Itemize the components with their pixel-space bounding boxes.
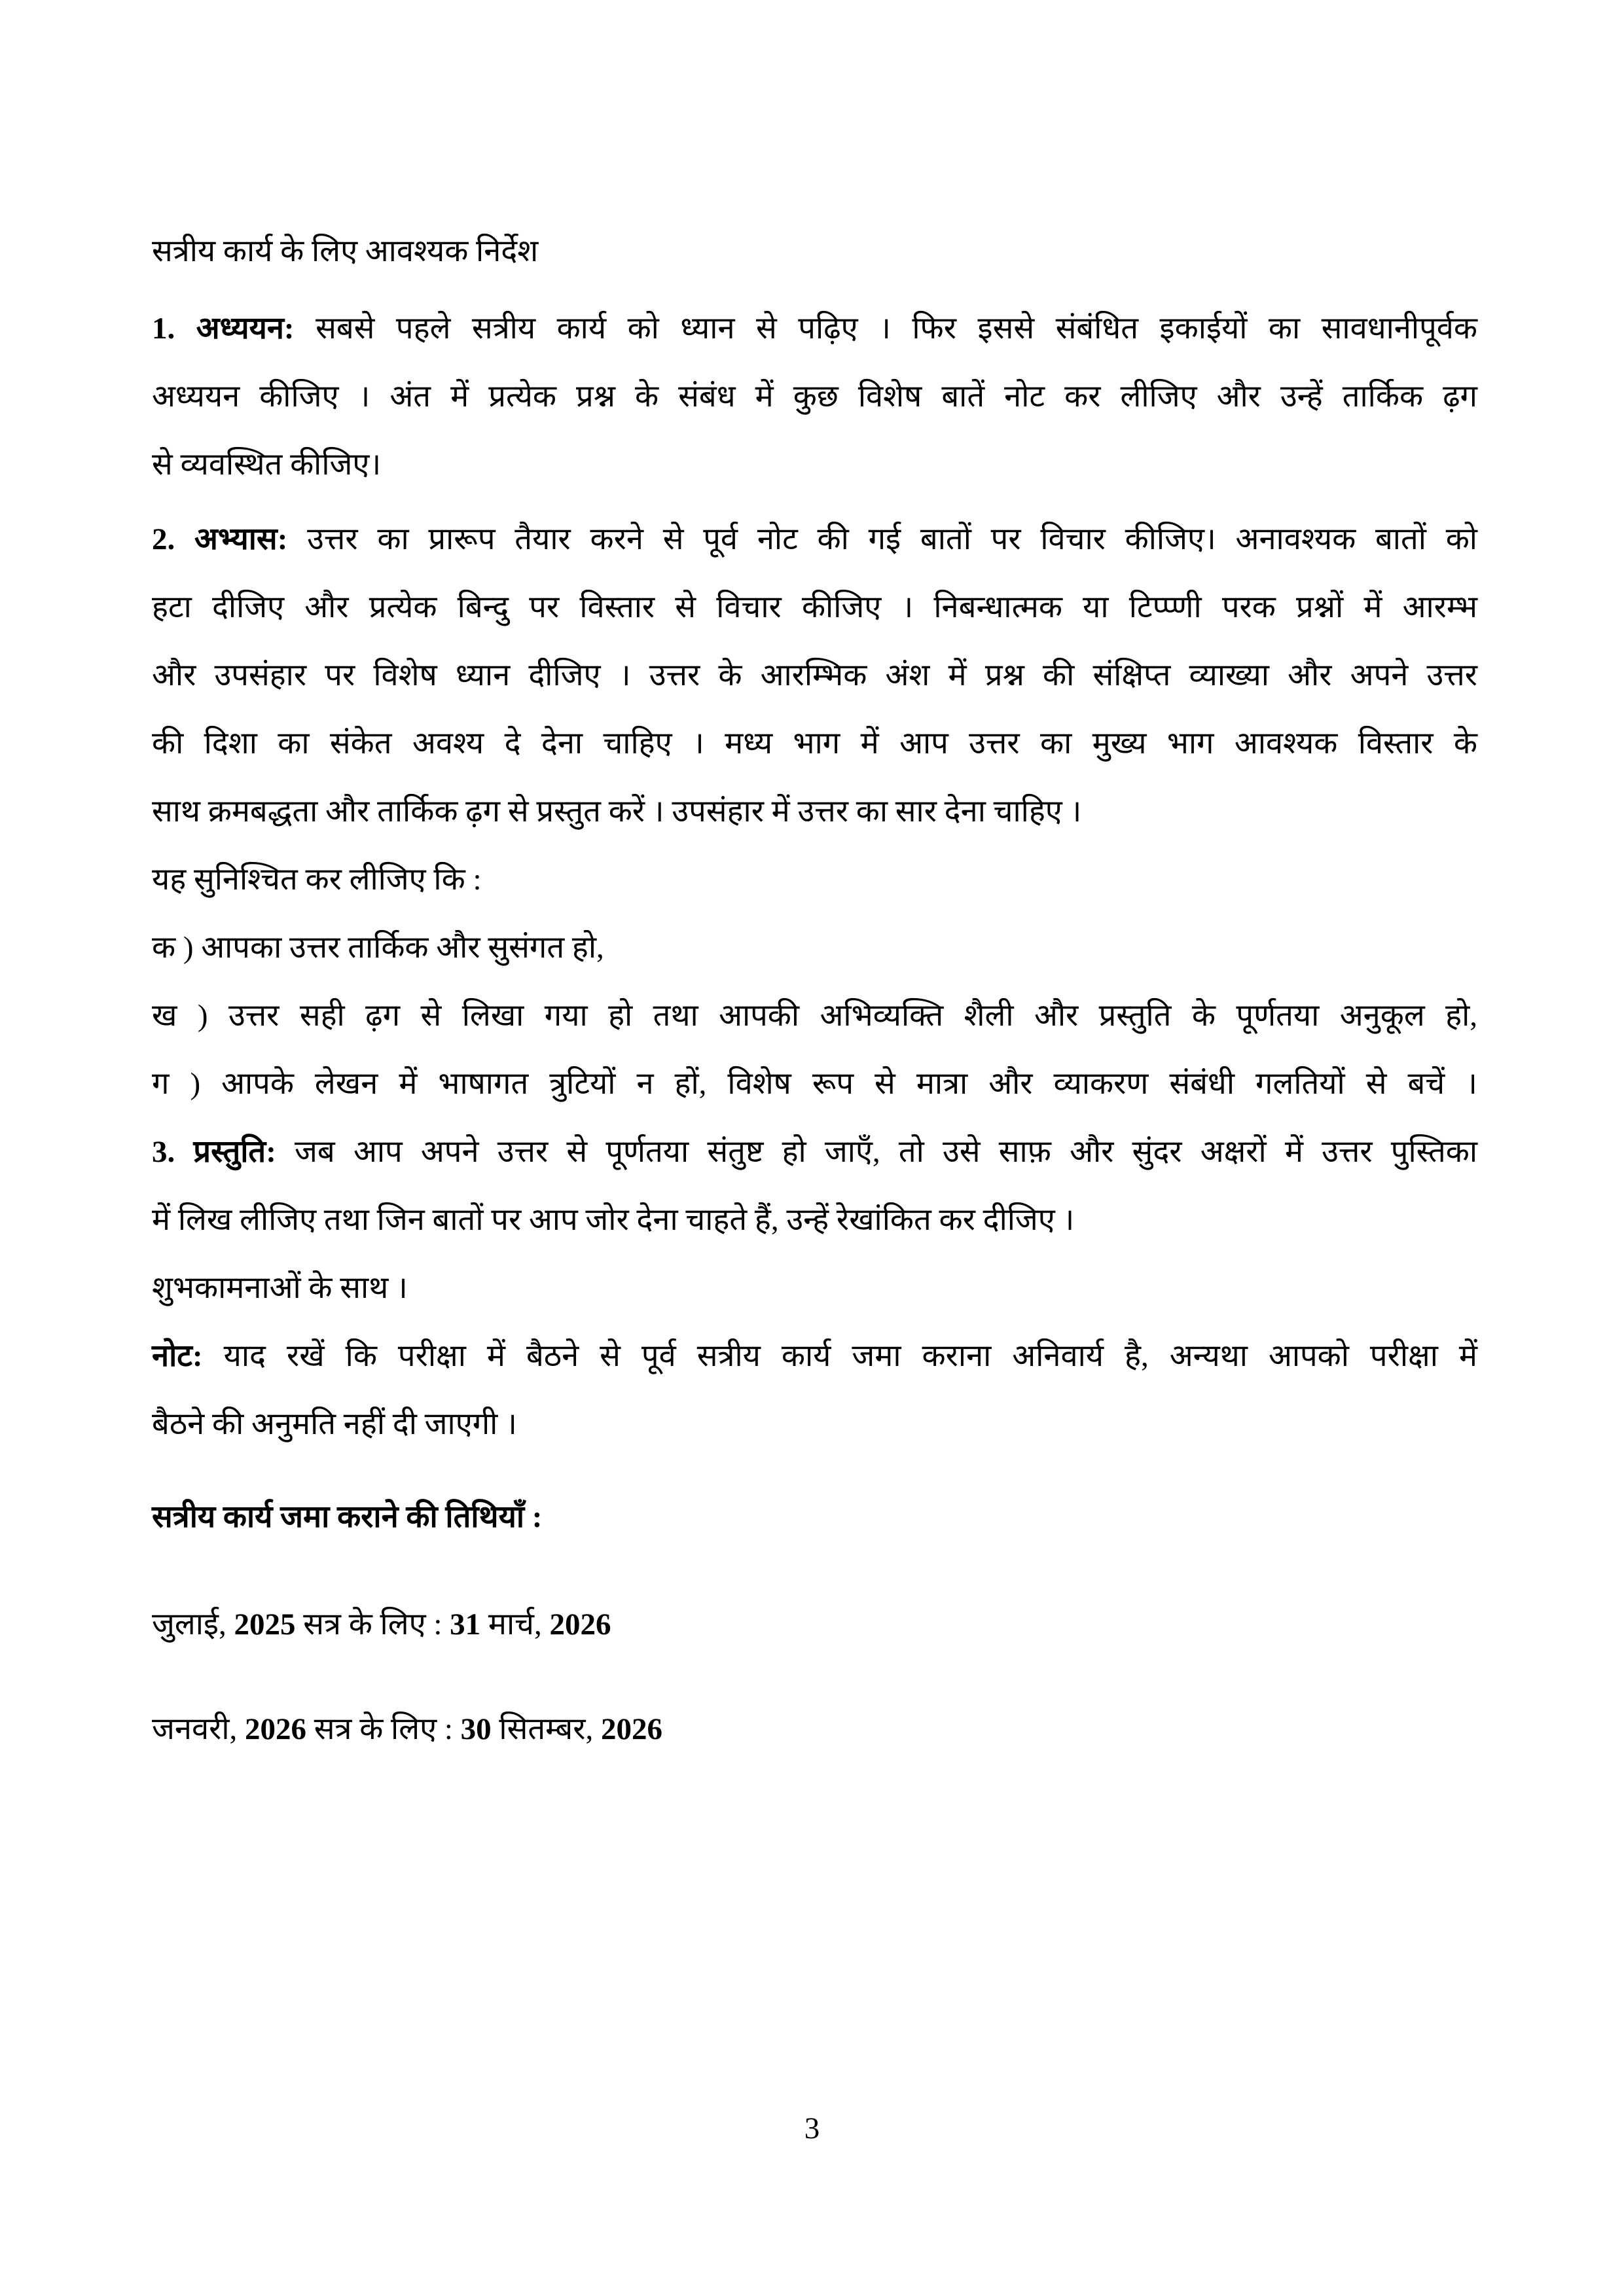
date-day: 30 <box>460 1712 492 1746</box>
instruction-line-point-ga <box>152 1050 1477 1118</box>
instruction-line <box>152 1118 1477 1186</box>
instruction-text: ख ) उत्तर सही ढ़ग से लिखा गया हो तथा आपकी अभिव्यक्ति शैली और प्रस्तुति के पूर्णतया अनुकूल हो, <box>152 999 1477 1033</box>
instruction-text: यह सुनिश्चित कर लीजिए कि : <box>152 863 482 897</box>
date-year: 2025 <box>234 1607 296 1641</box>
instruction-text: हटा दीजिए और प्रत्येक बिन्दु पर विस्तार से विचार कीजिए । निबन्धात्मक या टिप्प्णी परक प्रश्नों में आरम्भ <box>152 590 1477 624</box>
instruction-paragraph-practice <box>152 505 1477 1118</box>
instruction-text: जब आप अपने उत्तर से पूर्णतया संतुष्ट हो जाएँ, तो उसे साफ़ और सुंदर अक्षरों में उत्तर पुस्तिका <box>276 1135 1478 1169</box>
date-text: जुलाई, <box>152 1607 234 1641</box>
instruction-line <box>152 709 1477 778</box>
instruction-line-point-ka <box>152 914 1477 982</box>
instruction-text: साथ क्रमबद्धता और तार्किक ढ़ग से प्रस्तुत करें । उपसंहार में उत्तर का सार देना चाहिए । <box>152 795 1082 829</box>
instruction-text: अध्ययन कीजिए । अंत में प्रत्येक प्रश्न के संबंध में कुछ विशेष बातें नोट कर लीजिए और उन्हें तार्किक ढ़ग <box>152 380 1477 414</box>
instruction-text: से व्यवस्थित कीजिए। <box>152 448 382 482</box>
document-content <box>152 0 1477 1763</box>
instruction-text: उत्तर का प्रारूप तैयार करने से पूर्व नोट की गई बातों पर विचार कीजिए। अनावश्यक बातों को <box>287 522 1477 556</box>
instruction-line <box>152 505 1477 573</box>
instruction-label: 2. अभ्यास: <box>152 522 288 556</box>
date-text: मार्च, <box>480 1607 550 1641</box>
submission-dates-heading: सत्रीय कार्य जमा कराने की तिथियाँ : <box>152 1500 543 1534</box>
date-line-january-2026-session <box>152 1695 1477 1763</box>
instruction-label: 1. अध्ययन: <box>152 312 295 346</box>
instruction-text: में लिख लीजिए तथा जिन बातों पर आप जोर देना चाहते हैं, उन्हें रेखांकित कर दीजिए । <box>152 1203 1075 1237</box>
date-year: 2026 <box>245 1712 306 1746</box>
instruction-line <box>152 846 1477 914</box>
note-label: नोट: <box>152 1339 203 1373</box>
date-line-july-2025-session <box>152 1590 1477 1659</box>
instruction-line <box>152 431 1477 499</box>
instruction-text: क ) आपका उत्तर तार्किक और सुसंगत हो, <box>152 931 604 965</box>
instruction-line-wishes <box>152 1254 1477 1322</box>
document-title: सत्रीय कार्य के लिए आवश्यक निर्देश <box>152 234 539 268</box>
instruction-text: ग ) आपके लेखन में भाषागत त्रुटियों न हों, विशेष रूप से मात्रा और व्याकरण संबंधी गलतियों से बचें । <box>152 1067 1477 1101</box>
instruction-line <box>152 573 1477 641</box>
instruction-line <box>152 1186 1477 1254</box>
page-number: 3 <box>804 2111 820 2145</box>
instruction-label: 3. प्रस्तुति: <box>152 1135 276 1169</box>
date-text: जनवरी, <box>152 1712 245 1746</box>
date-text: सत्र के लिए : <box>295 1607 450 1641</box>
date-text: सितम्बर, <box>491 1712 601 1746</box>
instruction-line-point-kha <box>152 982 1477 1050</box>
instruction-line-note <box>152 1322 1477 1390</box>
date-year: 2026 <box>600 1712 662 1746</box>
instruction-paragraph-study <box>152 295 1477 499</box>
instruction-text: बैठने की अनुमति नहीं दी जाएगी । <box>152 1407 517 1441</box>
instruction-paragraph-presentation <box>152 1118 1477 1458</box>
instruction-text: की दिशा का संकेत अवश्य दे देना चाहिए । मध्य भाग में आप उत्तर का मुख्य भाग आवश्यक विस्तार के <box>152 726 1477 761</box>
instruction-line <box>152 295 1477 363</box>
instruction-text: याद रखें कि परीक्षा में बैठने से पूर्व सत्रीय कार्य जमा कराना अनिवार्य है, अन्यथा आपको परीक्षा में <box>202 1339 1477 1373</box>
instruction-line <box>152 641 1477 709</box>
instruction-text: सबसे पहले सत्रीय कार्य को ध्यान से पढ़िए । फिर इससे संबंधित इकाईयों का सावधानीपूर्वक <box>294 312 1477 346</box>
instruction-text: और उपसंहार पर विशेष ध्यान दीजिए । उत्तर के आरम्भिक अंश में प्रश्न की संक्षिप्त व्याख्या और अपने उत्तर <box>152 658 1477 692</box>
date-text: सत्र के लिए : <box>306 1712 461 1746</box>
instruction-line <box>152 363 1477 431</box>
instruction-text: शुभकामनाओं के साथ । <box>152 1271 408 1305</box>
instruction-line <box>152 778 1477 846</box>
instruction-line <box>152 1390 1477 1458</box>
date-day: 31 <box>450 1607 481 1641</box>
date-year: 2026 <box>549 1607 611 1641</box>
